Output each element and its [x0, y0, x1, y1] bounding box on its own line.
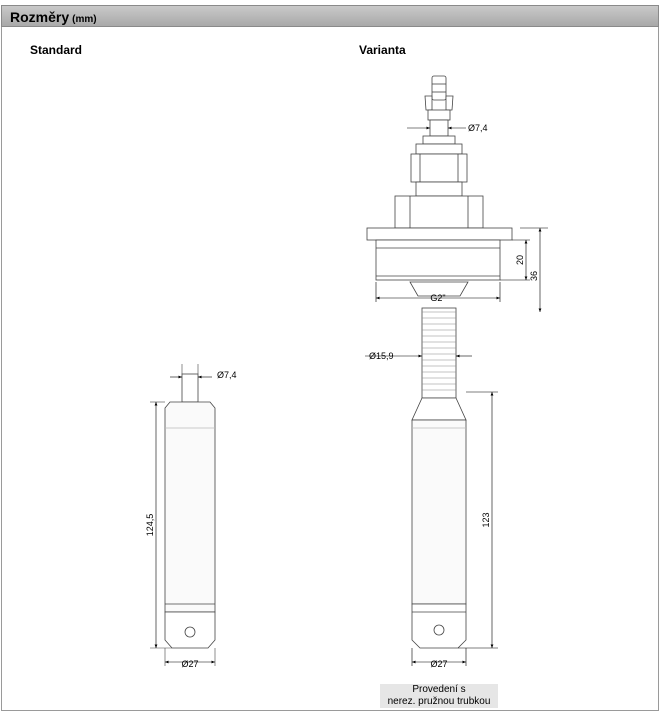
- standard-length-label: 124,5: [145, 513, 155, 537]
- variant-height-20-label: 20: [515, 254, 525, 266]
- standard-sensor-drawing: [150, 364, 215, 666]
- variant-body: [412, 420, 466, 604]
- column-label-variant: Varianta: [359, 43, 406, 57]
- variant-length-label: 123: [481, 512, 491, 528]
- standard-cable-diameter-label: Ø7,4: [217, 370, 237, 380]
- section-title: Rozměry (mm): [10, 9, 97, 25]
- variant-note: [380, 684, 498, 708]
- variant-hose-diameter-label: Ø15,9: [369, 351, 394, 361]
- variant-hex-nut: [395, 196, 483, 228]
- variant-flexible-hose: [422, 308, 456, 398]
- section-unit: (mm): [72, 14, 97, 25]
- variant-end-cap: [412, 604, 466, 648]
- variant-body-diameter-label: Ø27: [430, 659, 448, 669]
- variant-transition: [412, 398, 466, 420]
- variant-thread-label: G2": [430, 293, 446, 303]
- standard-end-cap: [165, 612, 215, 648]
- variant-thread: [376, 240, 500, 280]
- standard-body-diameter-label: Ø27: [181, 659, 199, 669]
- variant-note-line-1: Provedení s: [412, 684, 466, 695]
- variant-sensor-drawing: [367, 76, 512, 648]
- column-label-standard: Standard: [30, 43, 83, 57]
- standard-cable: [182, 374, 198, 402]
- variant-height-36-label: 36: [529, 270, 539, 282]
- variant-cable-gland: [411, 76, 467, 196]
- variant-note-line-2: nerez. pružnou trubkou: [387, 696, 491, 707]
- variant-flange: [367, 228, 512, 240]
- variant-cable-diameter-label: Ø7,4: [468, 123, 488, 133]
- standard-body: [165, 402, 215, 612]
